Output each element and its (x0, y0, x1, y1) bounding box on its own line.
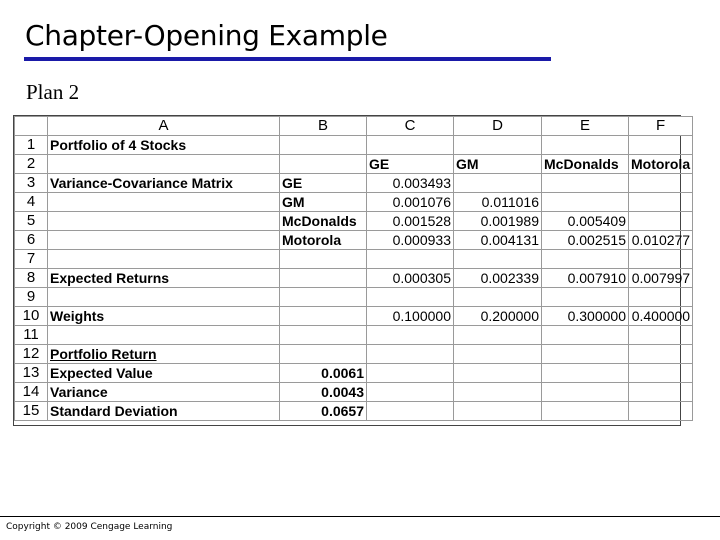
cell-b10[interactable] (280, 307, 367, 326)
sheet-row (15, 174, 693, 193)
cell-e9[interactable] (542, 288, 629, 307)
cell-e15[interactable] (542, 402, 629, 421)
sheet-row (15, 212, 693, 231)
cell-c4[interactable]: 0.001076 (367, 193, 454, 212)
cell-a12[interactable]: Portfolio Return (48, 345, 280, 364)
cell-b5[interactable]: McDonalds (280, 212, 367, 231)
sheet-row (15, 269, 693, 288)
cell-f8[interactable]: 0.007997 (629, 269, 693, 288)
sheet-row (15, 250, 693, 269)
cell-b6[interactable]: Motorola (280, 231, 367, 250)
slide-subtitle: Plan 2 (26, 80, 80, 104)
cell-c6[interactable]: 0.000933 (367, 231, 454, 250)
cell-b2[interactable] (280, 155, 367, 174)
column-header-a[interactable]: A (48, 117, 280, 136)
column-header-c[interactable]: C (367, 117, 454, 136)
cell-f11[interactable] (629, 326, 693, 345)
cell-b7[interactable] (280, 250, 367, 269)
cell-b4[interactable]: GM (280, 193, 367, 212)
slide-title: Chapter-Opening Example (25, 19, 388, 52)
title-underline (24, 57, 551, 61)
cell-a8[interactable]: Expected Returns (48, 269, 280, 288)
cell-d8[interactable]: 0.002339 (454, 269, 542, 288)
cell-b12[interactable] (280, 345, 367, 364)
cell-d6[interactable]: 0.004131 (454, 231, 542, 250)
sheet-row (15, 402, 693, 421)
cell-c7[interactable] (367, 250, 454, 269)
cell-e13[interactable] (542, 364, 629, 383)
cell-d7[interactable] (454, 250, 542, 269)
cell-c1[interactable] (367, 136, 454, 155)
cell-c10[interactable]: 0.100000 (367, 307, 454, 326)
row-header[interactable]: 10 (15, 307, 48, 326)
cell-a1[interactable]: Portfolio of 4 Stocks (48, 136, 280, 155)
cell-f3[interactable] (629, 174, 693, 193)
column-header-f[interactable]: F (629, 117, 693, 136)
cell-b15[interactable]: 0.0657 (280, 402, 367, 421)
cell-d12[interactable] (454, 345, 542, 364)
sheet-row (15, 288, 693, 307)
cell-e11[interactable] (542, 326, 629, 345)
select-all-corner[interactable] (15, 117, 48, 136)
row-header[interactable]: 15 (15, 402, 48, 421)
cell-f2[interactable]: Motorola (629, 155, 693, 174)
cell-c3[interactable]: 0.003493 (367, 174, 454, 193)
cell-f13[interactable] (629, 364, 693, 383)
row-header[interactable]: 1 (15, 136, 48, 155)
cell-a5[interactable] (48, 212, 280, 231)
cell-a4[interactable] (48, 193, 280, 212)
cell-d2[interactable]: GM (454, 155, 542, 174)
cell-e6[interactable]: 0.002515 (542, 231, 629, 250)
footer-divider (0, 516, 720, 517)
cell-d13[interactable] (454, 364, 542, 383)
row-header[interactable]: 2 (15, 155, 48, 174)
cell-f5[interactable] (629, 212, 693, 231)
row-header[interactable]: 14 (15, 383, 48, 402)
sheet-row (15, 231, 693, 250)
column-header-d[interactable]: D (454, 117, 542, 136)
cell-d10[interactable]: 0.200000 (454, 307, 542, 326)
cell-c14[interactable] (367, 383, 454, 402)
row-header[interactable]: 7 (15, 250, 48, 269)
sheet-row (15, 383, 693, 402)
cell-a9[interactable] (48, 288, 280, 307)
cell-c11[interactable] (367, 326, 454, 345)
column-header-e[interactable]: E (542, 117, 629, 136)
cell-d15[interactable] (454, 402, 542, 421)
cell-e12[interactable] (542, 345, 629, 364)
cell-f4[interactable] (629, 193, 693, 212)
cell-b11[interactable] (280, 326, 367, 345)
cell-c2[interactable]: GE (367, 155, 454, 174)
cell-f14[interactable] (629, 383, 693, 402)
row-header[interactable]: 6 (15, 231, 48, 250)
cell-f9[interactable] (629, 288, 693, 307)
cell-e2[interactable]: McDonalds (542, 155, 629, 174)
cell-a3[interactable]: Variance-Covariance Matrix (48, 174, 280, 193)
cell-a15[interactable]: Standard Deviation (48, 402, 280, 421)
cell-f10[interactable]: 0.400000 (629, 307, 693, 326)
cell-c8[interactable]: 0.000305 (367, 269, 454, 288)
cell-e4[interactable] (542, 193, 629, 212)
cell-b13[interactable]: 0.0061 (280, 364, 367, 383)
cell-c13[interactable] (367, 364, 454, 383)
sheet-row (15, 364, 693, 383)
cell-f1[interactable] (629, 136, 693, 155)
row-header[interactable]: 5 (15, 212, 48, 231)
cell-d9[interactable] (454, 288, 542, 307)
cell-a7[interactable] (48, 250, 280, 269)
cell-d14[interactable] (454, 383, 542, 402)
cell-b9[interactable] (280, 288, 367, 307)
cell-c15[interactable] (367, 402, 454, 421)
cell-a10[interactable]: Weights (48, 307, 280, 326)
row-header[interactable]: 11 (15, 326, 48, 345)
sheet-row (15, 307, 693, 326)
cell-a11[interactable] (48, 326, 280, 345)
cell-e14[interactable] (542, 383, 629, 402)
column-header-row (15, 117, 693, 136)
cell-c5[interactable]: 0.001528 (367, 212, 454, 231)
cell-a2[interactable] (48, 155, 280, 174)
cell-d1[interactable] (454, 136, 542, 155)
cell-e8[interactable]: 0.007910 (542, 269, 629, 288)
cell-f15[interactable] (629, 402, 693, 421)
cell-e10[interactable]: 0.300000 (542, 307, 629, 326)
row-header[interactable]: 13 (15, 364, 48, 383)
cell-d4[interactable]: 0.011016 (454, 193, 542, 212)
cell-a13[interactable]: Expected Value (48, 364, 280, 383)
cell-f6[interactable]: 0.010277 (629, 231, 693, 250)
cell-f12[interactable] (629, 345, 693, 364)
sheet-row (15, 155, 693, 174)
cell-e7[interactable] (542, 250, 629, 269)
column-header-b[interactable]: B (280, 117, 367, 136)
row-header[interactable]: 3 (15, 174, 48, 193)
row-header[interactable]: 4 (15, 193, 48, 212)
sheet-row (15, 345, 693, 364)
row-header[interactable]: 12 (15, 345, 48, 364)
sheet-row (15, 193, 693, 212)
cell-d5[interactable]: 0.001989 (454, 212, 542, 231)
row-header[interactable]: 8 (15, 269, 48, 288)
spreadsheet (14, 116, 693, 421)
cell-c12[interactable] (367, 345, 454, 364)
cell-b1[interactable] (280, 136, 367, 155)
cell-a6[interactable] (48, 231, 280, 250)
cell-d11[interactable] (454, 326, 542, 345)
cell-b8[interactable] (280, 269, 367, 288)
cell-d3[interactable] (454, 174, 542, 193)
copyright-footer: Copyright © 2009 Cengage Learning (6, 522, 173, 532)
cell-e5[interactable]: 0.005409 (542, 212, 629, 231)
cell-c9[interactable] (367, 288, 454, 307)
sheet-row (15, 136, 693, 155)
cell-b3[interactable]: GE (280, 174, 367, 193)
cell-b14[interactable]: 0.0043 (280, 383, 367, 402)
sheet-row (15, 326, 693, 345)
cell-e3[interactable] (542, 174, 629, 193)
row-header[interactable]: 9 (15, 288, 48, 307)
cell-f7[interactable] (629, 250, 693, 269)
cell-a14[interactable]: Variance (48, 383, 280, 402)
cell-e1[interactable] (542, 136, 629, 155)
